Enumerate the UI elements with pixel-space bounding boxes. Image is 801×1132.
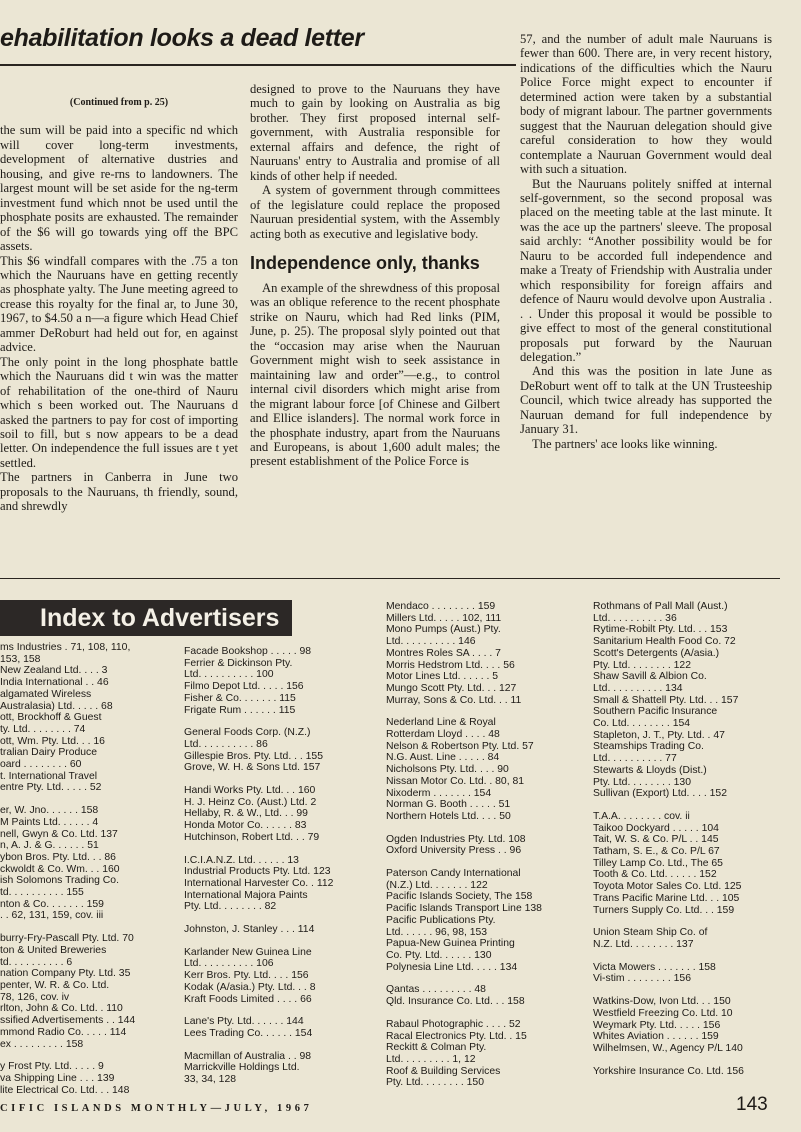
advertiser-entry: entre Pty. Ltd. . . . . 52 bbox=[0, 782, 102, 794]
advertiser-entry: N.G. Aust. Line . . . . . 84 bbox=[386, 752, 500, 764]
advertiser-entry: Oxford University Press . . 96 bbox=[386, 845, 522, 857]
advertiser-entry: Sullivan (Export) Ltd. . . . 152 bbox=[593, 788, 727, 800]
advertiser-entry: Shaw Savill & Albion Co. bbox=[593, 671, 707, 683]
advertiser-entry: Nelson & Robertson Pty. Ltd. 57 bbox=[386, 740, 534, 752]
advertiser-entry: va Shipping Line . . . 139 bbox=[0, 1072, 115, 1084]
advertiser-group bbox=[184, 924, 362, 936]
advertiser-entry: Qld. Insurance Co. Ltd. . . 158 bbox=[386, 996, 525, 1008]
advertiser-entry: rlton, John & Co. Ltd. . 110 bbox=[0, 1003, 123, 1015]
advertiser-entry: General Foods Corp. (N.Z.) bbox=[184, 727, 311, 739]
page-number: 143 bbox=[736, 1094, 768, 1115]
advertiser-entry: Co. Pty. Ltd. . . . . . 130 bbox=[386, 949, 492, 961]
advertiser-group bbox=[184, 947, 362, 1006]
advertiser-entry: n, A. J. & G. . . . . . 51 bbox=[0, 840, 99, 852]
advertiser-entry: International Majora Paints bbox=[184, 889, 308, 901]
advertiser-entry: Facade Bookshop . . . . . 98 bbox=[184, 646, 312, 657]
advertiser-entry: Frigate Rum . . . . . . 115 bbox=[184, 704, 296, 716]
advertiser-entry: burry-Fry-Pascall Pty. Ltd. 70 bbox=[0, 933, 134, 945]
advertiser-entry: Norman G. Booth . . . . . 51 bbox=[386, 799, 511, 811]
advertiser-entry: Westfield Freezing Co. Ltd. 10 bbox=[593, 1007, 733, 1019]
advertiser-entry: ckwoldt & Co. Wm. . . 160 bbox=[0, 863, 120, 875]
advertiser-group bbox=[386, 717, 566, 822]
advertiser-entry: Lane's Pty. Ltd. . . . . . 144 bbox=[184, 1016, 304, 1028]
advertiser-group bbox=[184, 727, 362, 774]
advertiser-entry: Ltd. . . . . . . . . . 86 bbox=[184, 738, 268, 750]
advertiser-entry: tralian Dairy Produce bbox=[0, 747, 98, 759]
advertiser-entry: Rytime-Robilt Pty. Ltd. . . 153 bbox=[593, 624, 728, 636]
advertiser-entry: Ltd. . . . . . . . . . 100 bbox=[184, 669, 274, 681]
advertiser-entry: Victa Mowers . . . . . . . 158 bbox=[593, 961, 716, 973]
advertiser-entry: Nixoderm . . . . . . . 154 bbox=[386, 787, 492, 799]
advertiser-entry: Ogden Industries Pty. Ltd. 108 bbox=[386, 833, 526, 845]
article-paragraph: An example of the shrewdness of this proposal was an oblique reference to the recent phosphate strike on Nauru, which had Red links (PIM, June, p. 25). The proposal slyly pointed out that the “occasion may arise when the Nauruan Government might wish to seek assistance in maintaining law and order”—e.g., to control internal civil disorders which might arise from the migrant labour force [of Chinese and Gilbert and Ellice islanders]. The normal work force in the phosphate industry, apart from the Nauruans and Europeans, is about 1,600 adult males; the present establishment of the Police Force is bbox=[250, 280, 500, 469]
advertiser-entry: Turners Supply Co. Ltd. . . 159 bbox=[593, 904, 735, 916]
advertiser-group bbox=[0, 805, 172, 922]
advertiser-entry: Macmillan of Australia . . 98 bbox=[184, 1050, 312, 1062]
advertiser-group bbox=[593, 962, 780, 985]
advertiser-entry: Pty. Ltd. . . . . . . . 82 bbox=[184, 901, 277, 913]
advertiser-entry: Tatham, S. E., & Co. P/L 67 bbox=[593, 846, 720, 858]
advertiser-entry: Small & Shattell Pty. Ltd. . . 157 bbox=[593, 694, 739, 706]
advertiser-entry: Tait, W. S. & Co. P/L . . 145 bbox=[593, 834, 719, 846]
advertiser-entry: Honda Motor Co. . . . . . 83 bbox=[184, 820, 307, 832]
advertiser-entry: Stapleton, J. T., Pty. Ltd. . 47 bbox=[593, 729, 725, 741]
advertiser-entry: H. J. Heinz Co. (Aust.) Ltd. 2 bbox=[184, 796, 317, 808]
advertiser-entry: Watkins-Dow, Ivon Ltd. . . 150 bbox=[593, 996, 731, 1008]
advertiser-group bbox=[386, 1019, 566, 1089]
advertiser-entry: Racal Electronics Pty. Ltd. . 15 bbox=[386, 1030, 527, 1042]
advertiser-entry: algamated Wireless bbox=[0, 688, 92, 700]
advertiser-entry: Nicholsons Pty. Ltd. . . . 90 bbox=[386, 764, 509, 776]
advertiser-entry: ex . . . . . . . . . 158 bbox=[0, 1038, 84, 1050]
advertiser-entry: y Frost Pty. Ltd. . . . . 9 bbox=[0, 1061, 104, 1073]
advertiser-group bbox=[184, 855, 362, 914]
advertiser-entry: Ltd. . . . . . . . . . 146 bbox=[386, 636, 476, 648]
advertiser-entry: . . 62, 131, 159, cov. iii bbox=[0, 910, 104, 922]
advertiser-entry: India International . . 46 bbox=[0, 677, 109, 689]
advertiser-entry: Karlander New Guinea Line bbox=[184, 946, 312, 958]
advertiser-group bbox=[593, 1066, 780, 1078]
advertiser-entry: Rabaul Photographic . . . . 52 bbox=[386, 1018, 521, 1030]
advertiser-group bbox=[184, 785, 362, 844]
article-headline: ehabilitation looks a dead letter bbox=[0, 24, 364, 52]
advertiser-entry: ish Solomons Trading Co. bbox=[0, 875, 119, 887]
section-rule bbox=[0, 578, 780, 579]
advertiser-entry: Pty. Ltd. . . . . . . . 150 bbox=[386, 1077, 484, 1089]
advertiser-entry: Millers Ltd. . . . . 102, 111 bbox=[386, 612, 502, 624]
advertiser-entry: t. International Travel bbox=[0, 770, 98, 782]
article-paragraph: The partners in Canberra in June two proposals to the Nauruans, th friendly, sound, and shrewdly bbox=[0, 470, 238, 514]
advertiser-entry: Hellaby, R. & W., Ltd. . . 99 bbox=[184, 808, 308, 820]
advertiser-entry: Pacific Islands Transport Line 138 bbox=[386, 903, 542, 915]
advertiser-entry: nton & Co. . . . . . . 159 bbox=[0, 898, 104, 910]
advertiser-entry: Pacific Islands Society, The 158 bbox=[386, 891, 533, 903]
advertiser-entry: Rothmans of Pall Mall (Aust.) bbox=[593, 601, 728, 612]
advertiser-entry: Australasia) Ltd. . . . . 68 bbox=[0, 700, 113, 712]
advertiser-entry: Industrial Products Pty. Ltd. 123 bbox=[184, 866, 331, 878]
advertiser-entry: ms Industries . 71, 108, 110, bbox=[0, 642, 131, 653]
advertiser-entry: Scott's Detergents (A/asia.) bbox=[593, 647, 720, 659]
advertiser-group bbox=[386, 868, 566, 973]
article-paragraph: The only point in the long phosphate battle which the Nauruans did t win was the matter of rehabilitation of the one-third of Nauru which s been worked out. The Nauruans d asked the partners to pay for cost of importing soil to fill, but s now appears to be a dead letter. On independence the full issues are t yet settled. bbox=[0, 354, 238, 470]
advertiser-entry: Gillespie Bros. Pty. Ltd. . . 155 bbox=[184, 750, 323, 762]
advertiser-entry: Taikoo Dockyard . . . . . 104 bbox=[593, 822, 719, 834]
advertiser-entry: Johnston, J. Stanley . . . 114 bbox=[184, 924, 315, 936]
advertiser-group bbox=[593, 927, 780, 950]
advertiser-entry: Ferrier & Dickinson Pty. bbox=[184, 657, 293, 669]
advertiser-group bbox=[386, 834, 566, 857]
advertiser-entry: Mendaco . . . . . . . . 159 bbox=[386, 601, 496, 612]
advertiser-entry: International Harvester Co. . 112 bbox=[184, 877, 334, 889]
running-footer: CIFIC ISLANDS MONTHLY—JULY, 1967 bbox=[0, 1103, 313, 1114]
advertiser-entry: oard . . . . . . . . 60 bbox=[0, 759, 82, 771]
article-paragraph: And this was the position in late June as DeRoburt went off to talk at the UN Trusteeship Council, which twice already has supported the Nauruan demand for full independence by January 31. bbox=[520, 364, 772, 437]
advertiser-entry: Pty. Ltd. . . . . . . . 130 bbox=[593, 776, 691, 788]
advertiser-entry: nation Company Pty. Ltd. 35 bbox=[0, 968, 131, 980]
advertiser-entry: Ltd. . . . . . . . . . 36 bbox=[593, 612, 677, 624]
article-paragraph: 57, and the number of adult male Nauruans is fewer than 600. There are, in very recent history, indications of the difficulties which the Nauru Police Force might expect to encounter if determined action were taken by a substantial body of migrant labour. The partner governments suggest that the Nauruan delegation should give careful consideration to how they would contemplate a Nauruan Government would deal with such a situation. bbox=[520, 32, 772, 177]
advertiser-column-1 bbox=[0, 642, 172, 1107]
advertiser-entry: N.Z. Ltd. . . . . . . . 137 bbox=[593, 938, 694, 950]
advertiser-entry: Motor Lines Ltd. . . . . . 5 bbox=[386, 671, 499, 683]
advertiser-entry: I.C.I.A.N.Z. Ltd. . . . . . 13 bbox=[184, 854, 299, 866]
advertiser-entry: Southern Pacific Insurance bbox=[593, 706, 718, 718]
advertiser-group bbox=[593, 601, 780, 800]
advertiser-entry: er, W. Jno. . . . . . 158 bbox=[0, 805, 99, 817]
advertiser-entry: Mono Pumps (Aust.) Pty. bbox=[386, 624, 501, 636]
advertiser-entry: Northern Hotels Ltd. . . . 50 bbox=[386, 810, 511, 822]
article-subheading: Independence only, thanks bbox=[250, 252, 480, 273]
advertiser-entry: Stewarts & Lloyds (Dist.) bbox=[593, 764, 707, 776]
advertiser-entry: Tooth & Co. Ltd. . . . . . 152 bbox=[593, 869, 717, 881]
article-column-3 bbox=[520, 32, 772, 451]
article-paragraph: designed to prove to the Nauruans they have much to gain by looking on Australia as big brother. They first proposed internal self-government, with Australia responsible for external affairs and defence, the right of Nauruans' entry to Australia and promise of all kinds of other help if needed. bbox=[250, 82, 500, 183]
article-paragraph: A system of government through committees of the legislature could replace the proposed Nauruan presidential system, with the Assembly acting both as executive and legislative body. bbox=[250, 183, 500, 241]
advertiser-entry: Vi-stim . . . . . . . . 156 bbox=[593, 973, 691, 985]
advertiser-entry: mmond Radio Co. . . . . 114 bbox=[0, 1026, 127, 1038]
advertiser-column-3 bbox=[386, 601, 566, 1100]
advertiser-entry: Weymark Pty. Ltd. . . . . 156 bbox=[593, 1019, 721, 1031]
advertiser-entry: Kerr Bros. Pty. Ltd. . . . 156 bbox=[184, 970, 309, 982]
article-paragraph: The partners' ace looks like winning. bbox=[532, 436, 718, 451]
advertiser-entry: Reckitt & Colman Pty. bbox=[386, 1042, 487, 1054]
advertiser-entry: Morris Hedstrom Ltd. . . . 56 bbox=[386, 659, 515, 671]
advertiser-entry: Co. Ltd. . . . . . . . 154 bbox=[593, 718, 691, 730]
advertiser-entry: M Paints Ltd. . . . . . 4 bbox=[0, 816, 99, 828]
advertiser-entry: nell, Gwyn & Co. Ltd. 137 bbox=[0, 828, 118, 840]
advertiser-entry: Union Steam Ship Co. of bbox=[593, 927, 708, 939]
advertiser-entry: Polynesia Line Ltd. . . . . 134 bbox=[386, 961, 518, 973]
advertiser-entry: Fisher & Co. . . . . . . 115 bbox=[184, 692, 296, 704]
article-paragraph: But the Nauruans politely sniffed at internal self-government, so the second proposal was placed on the meeting table at the last minute. It was the ace up the partners' sleeve. The proposal said archly: “Another possibility would be for Nauru to be accorded full independence and make a Treaty of Friendship with Australia under which responsibility for foreign affairs and defence of Nauru would devolve upon Australia . . . Under this proposal it would be possible to give effect to most of the general constitutional proposals put forward by the Nauruan delegation.” bbox=[520, 176, 772, 364]
advertiser-entry: Nissan Motor Co. Ltd. . 80, 81 bbox=[386, 775, 525, 787]
advertiser-entry: penter, W. R. & Co. Ltd. bbox=[0, 979, 110, 991]
advertiser-group bbox=[184, 646, 362, 716]
advertiser-entry: Sanitarium Health Food Co. 72 bbox=[593, 636, 736, 648]
advertiser-column-2 bbox=[184, 646, 362, 1097]
advertiser-entry: ssified Advertisements . . 144 bbox=[0, 1015, 136, 1027]
advertiser-entry: (N.Z.) Ltd. . . . . . . 122 bbox=[386, 879, 488, 891]
advertiser-entry: Handi Works Pty. Ltd. . . 160 bbox=[184, 785, 316, 797]
advertiser-entry: ott, Wm. Pty. Ltd. . . 16 bbox=[0, 735, 105, 747]
headline-rule bbox=[0, 64, 516, 66]
advertiser-entry: 33, 34, 128 bbox=[184, 1074, 236, 1086]
advertiser-entry: lite Electrical Co. Ltd. . . 148 bbox=[0, 1084, 130, 1096]
advertiser-group bbox=[386, 601, 566, 706]
advertiser-entry: Toyota Motor Sales Co. Ltd. 125 bbox=[593, 881, 742, 893]
advertiser-entry: T.A.A. . . . . . . . cov. ii bbox=[593, 810, 690, 822]
advertiser-group bbox=[593, 811, 780, 916]
advertiser-entry: Kraft Foods Limited . . . . 66 bbox=[184, 993, 312, 1005]
advertiser-entry: Rotterdam Lloyd . . . . 48 bbox=[386, 729, 500, 741]
advertiser-entry: Ltd. . . . . . . . . . 77 bbox=[593, 753, 677, 765]
advertiser-group bbox=[184, 1016, 362, 1039]
advertiser-entry: 153, 158 bbox=[0, 653, 41, 665]
advertiser-entry: Pty. Ltd. . . . . . . . 122 bbox=[593, 659, 691, 671]
advertiser-group bbox=[386, 984, 566, 1007]
advertiser-group bbox=[0, 933, 172, 1050]
advertiser-entry: ton & United Breweries bbox=[0, 944, 107, 956]
index-title-banner: Index to Advertisers bbox=[0, 600, 292, 636]
advertiser-group bbox=[593, 996, 780, 1055]
advertiser-entry: Hutchinson, Robert Ltd. . . 79 bbox=[184, 831, 320, 843]
advertiser-entry: New Zealand Ltd. . . . 3 bbox=[0, 665, 108, 677]
continued-note: (Continued from p. 25) bbox=[69, 97, 169, 108]
advertiser-entry: ott, Brockhoff & Guest bbox=[0, 712, 102, 724]
advertiser-group bbox=[184, 1051, 362, 1086]
advertiser-entry: Paterson Candy International bbox=[386, 868, 521, 880]
advertiser-entry: Ltd. . . . . . 96, 98, 153 bbox=[386, 926, 488, 938]
advertiser-entry: Pacific Publications Pty. bbox=[386, 914, 496, 926]
advertiser-entry: Ltd. . . . . . . . . . 106 bbox=[184, 958, 274, 970]
advertiser-entry: ty. Ltd. . . . . . . . 74 bbox=[0, 723, 86, 735]
advertiser-entry: Lees Trading Co. . . . . . 154 bbox=[184, 1027, 313, 1039]
advertiser-entry: td. . . . . . . . . . 6 bbox=[0, 956, 73, 968]
advertiser-entry: Roof & Building Services bbox=[386, 1065, 501, 1077]
advertiser-entry: Tilley Lamp Co. Ltd., The 65 bbox=[593, 857, 723, 869]
advertiser-group bbox=[0, 642, 172, 794]
advertiser-entry: 78, 126, cov. iv bbox=[0, 991, 70, 1003]
advertiser-entry: Kodak (A/asia.) Pty. Ltd. . . 8 bbox=[184, 981, 316, 993]
advertiser-entry: Grove, W. H. & Sons Ltd. 157 bbox=[184, 762, 321, 774]
advertiser-entry: Montres Roles SA . . . . 7 bbox=[386, 647, 501, 659]
advertiser-entry: Murray, Sons & Co. Ltd. . . 11 bbox=[386, 694, 522, 706]
article-column-2 bbox=[250, 82, 500, 469]
advertiser-entry: Whites Aviation . . . . . . 159 bbox=[593, 1031, 719, 1043]
advertiser-entry: Trans Pacific Marine Ltd. . . 105 bbox=[593, 892, 740, 904]
advertiser-entry: Ltd. . . . . . . . . 1, 12 bbox=[386, 1053, 476, 1065]
advertiser-entry: Ltd. . . . . . . . . . 134 bbox=[593, 682, 683, 694]
advertiser-entry: Marrickville Holdings Ltd. bbox=[184, 1062, 300, 1074]
article-column-1 bbox=[0, 96, 238, 514]
advertiser-entry: td. . . . . . . . . . 155 bbox=[0, 887, 84, 899]
article-paragraph: This $6 windfall compares with the .75 a ton which the Nauruans have en getting recently as phosphate yalty. The June meeting agreed to crease this royalty for the final ar, to June 30, 1967, to $4.50 a n—a figure which Head Chief ammer DeRoburt had held out for, en against advice. bbox=[0, 253, 238, 355]
article-paragraph: the sum will be paid into a specific nd which will cover long-term investments, development of alternative dustries and housing, and give re-rns to landowners. The largest mount will be set aside for the ng-term investment fund which nnot be used until the phosphate posits are exhausted. The remainder of the $6 will go towards ying off the BPC assets. bbox=[0, 123, 238, 254]
advertiser-entry: Mungo Scott Pty. Ltd. . . 127 bbox=[386, 682, 517, 694]
advertiser-entry: Yorkshire Insurance Co. Ltd. 156 bbox=[593, 1065, 744, 1077]
advertiser-entry: ybon Bros. Pty. Ltd. . . 86 bbox=[0, 851, 116, 863]
advertiser-entry: Papua-New Guinea Printing bbox=[386, 938, 515, 950]
advertiser-column-4 bbox=[593, 601, 780, 1088]
advertiser-group bbox=[0, 1061, 172, 1096]
advertiser-entry: Nederland Line & Royal bbox=[386, 717, 496, 729]
advertiser-entry: Wilhelmsen, W., Agency P/L 140 bbox=[593, 1042, 743, 1054]
advertiser-entry: Filmo Depot Ltd. . . . . 156 bbox=[184, 681, 304, 693]
advertiser-entry: Qantas . . . . . . . . . 48 bbox=[386, 984, 486, 996]
advertiser-entry: Steamships Trading Co. bbox=[593, 741, 704, 753]
